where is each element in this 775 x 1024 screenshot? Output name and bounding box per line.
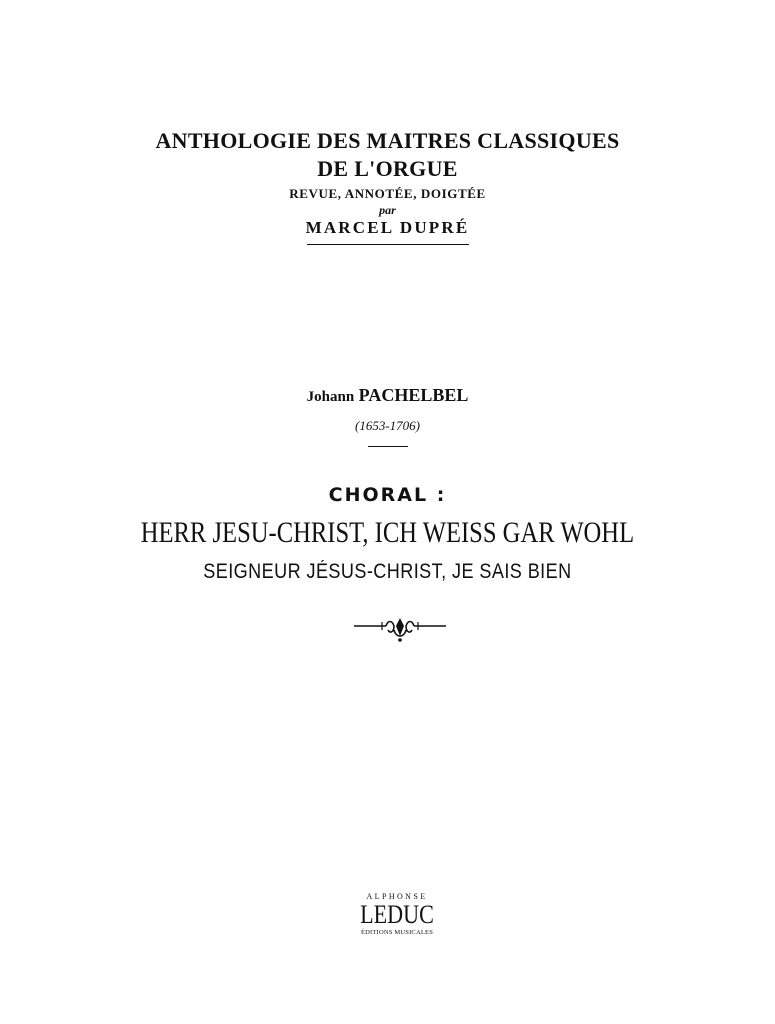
composer-last-name: PACHELBEL bbox=[358, 385, 469, 405]
work-title-german: HERR JESU-CHRIST, ICH WEISS GAR WOHL bbox=[140, 516, 635, 549]
composer-first-name: Johann bbox=[306, 389, 355, 405]
by-label: par bbox=[379, 203, 396, 217]
anthology-subtitle: DE L'ORGUE bbox=[317, 156, 458, 181]
composer-name bbox=[0, 385, 775, 406]
composer-divider bbox=[368, 446, 408, 447]
publisher-logo-line1: ALPHONSE bbox=[366, 892, 428, 901]
publisher-logo bbox=[347, 892, 447, 937]
work-title-french: SEIGNEUR JÉSUS-CHRIST, JE SAIS BIEN bbox=[203, 560, 572, 583]
editor-name: MARCEL DUPRÉ bbox=[305, 218, 470, 237]
publisher-logo-line2: LEDUC bbox=[360, 900, 434, 929]
anthology-title: ANTHOLOGIE DES MAITRES CLASSIQUES bbox=[155, 128, 620, 153]
edition-note: REVUE, ANNOTÉE, DOIGTÉE bbox=[289, 186, 486, 201]
choral-label: CHORAL : bbox=[328, 484, 447, 506]
fleuron-ornament-icon bbox=[352, 614, 448, 644]
publisher-logo-line3: ÉDITIONS MUSICALES bbox=[360, 929, 434, 936]
composer-dates: (1653-1706) bbox=[355, 418, 420, 433]
header-divider bbox=[307, 244, 469, 245]
